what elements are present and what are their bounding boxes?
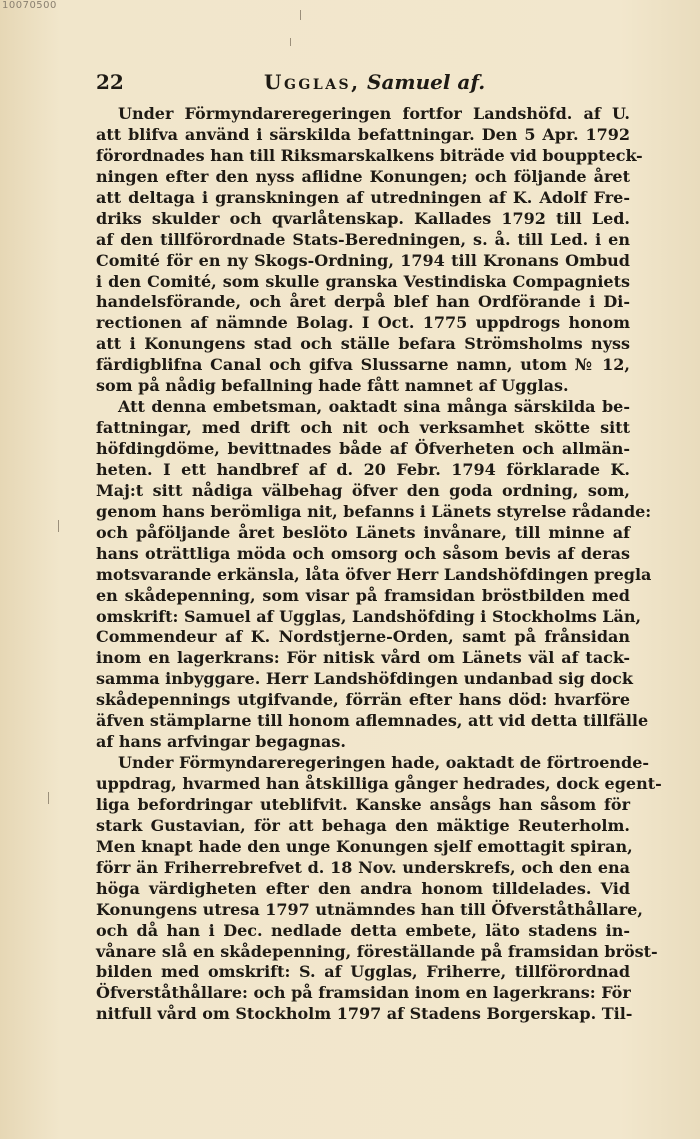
- scan-stamp: 10070500: [2, 0, 57, 11]
- text-line: uppdrag, hvarmed han åtskilliga gånger hedrades, dock egent-: [96, 774, 662, 793]
- text-line: handelsförande, och året derpå blef han Ordförande i Di-: [96, 292, 630, 312]
- text-line: rectionen af nämnde Bolag. I Oct. 1775 uppdrogs honom: [96, 313, 630, 333]
- text-line: heten. I ett handbref af d. 20 Febr. 1794 förklarade K.: [96, 459, 630, 479]
- text-line: hans oträttliga möda och omsorg och såsom bevis af deras: [96, 543, 630, 563]
- text-line: bilden med omskrift: S. af Ugglas, Friherre, tillförordnad: [96, 962, 630, 982]
- text-line: Maj:t sitt nådiga välbehag öfver den goda ordning, som,: [96, 480, 630, 500]
- text-line: af hans arfvingar begagnas.: [96, 732, 346, 752]
- body-text: [96, 104, 662, 1025]
- page-speck: [300, 10, 301, 20]
- text-line: genom hans berömliga nit, befanns i Länets styrelse rådande:: [96, 501, 652, 521]
- text-line: nitfull vård om Stockholm 1797 af Stadens Borgerskap. Til-: [96, 1004, 633, 1024]
- text-line: inom en lagerkrans: För nitisk vård om Länets väl af tack-: [96, 648, 630, 668]
- text-line: förordnades han till Riksmarskalkens biträde vid bouppteck-: [96, 145, 643, 165]
- text-line: ningen efter den nyss aflidne Konungen; och följande året: [96, 166, 630, 186]
- running-head: [96, 70, 626, 92]
- text-line: att deltaga i granskningen af utredningen af K. Adolf Fre-: [96, 187, 630, 207]
- text-line: Konungens utresa 1797 utnämndes han till Öfverståthållare,: [96, 899, 643, 919]
- text-line: skådepennings utgifvande, förrän efter hans död: hvarföre: [96, 690, 630, 710]
- text-line: att blifva använd i särskilda befattningar. Den 5 Apr. 1792: [96, 124, 630, 144]
- running-head-title: [264, 70, 485, 94]
- text-line: af den tillförordnade Stats-Beredningen, s. å. till Led. i en: [96, 229, 630, 249]
- text-line: Att denna embetsman, oaktadt sina många särskilda be-: [118, 397, 630, 417]
- page-speck: [290, 38, 291, 46]
- text-line: och påföljande året beslöto Länets invånare, till minne af: [96, 522, 630, 542]
- text-line: och då han i Dec. nedlade detta embete, läto stadens in-: [96, 920, 630, 940]
- text-line: stark Gustavian, för att behaga den mäktige Reuterholm.: [96, 815, 630, 835]
- text-line: Commendeur af K. Nordstjerne-Orden, samt på frånsidan: [96, 627, 630, 647]
- text-line: fattningar, med drift och nit och verksamhet skötte sitt: [96, 418, 630, 438]
- text-line: att i Konungens stad och ställe befara Strömsholms nyss: [96, 334, 630, 354]
- text-line: höfdingdöme, bevittnades både af Öfverheten och allmän-: [96, 439, 630, 458]
- text-line: Under Förmyndareregeringen fortfor Landshöfd. af U.: [118, 104, 630, 123]
- running-head-surname: Ugglas,: [264, 70, 361, 94]
- text-line: höga värdigheten efter den andra honom tilldelades. Vid: [96, 878, 630, 898]
- text-line: Öfverståthållare: och på framsidan inom en lagerkrans: För: [96, 983, 631, 1003]
- text-line: färdigblifna Canal och gifva Slussarne namn, utom № 12,: [96, 355, 630, 375]
- text-line: liga befordringar uteblifvit. Kanske ansågs han såsom för: [96, 794, 630, 814]
- running-head-given-name: Samuel af.: [367, 70, 486, 94]
- text-line: Under Förmyndareregeringen hade, oaktadt de förtroende-: [118, 753, 650, 773]
- text-line: omskrift: Samuel af Ugglas, Landshöfding i Stockholms Län,: [96, 606, 642, 626]
- text-line: i den Comité, som skulle granska Vestindiska Compagniets: [96, 271, 630, 291]
- page-number: 22: [96, 70, 124, 94]
- text-line: som på nådig befallning hade fått namnet af Ugglas.: [96, 376, 569, 396]
- page-speck: [48, 792, 49, 804]
- page-speck: [58, 520, 59, 532]
- text-line: vånare slå en skådepenning, föreställande på framsidan bröst-: [96, 941, 658, 961]
- text-line: motsvarande erkänsla, låta öfver Herr Landshöfdingen pregla: [96, 564, 652, 584]
- text-line: en skådepenning, som visar på framsidan bröstbilden med: [96, 585, 630, 605]
- text-line: förr än Friherrebrefvet d. 18 Nov. underskrefs, och den ena: [96, 857, 630, 877]
- text-line: äfven stämplarne till honom aflemnades, att vid detta tillfälle: [96, 711, 649, 731]
- text-line: driks skulder och qvarlåtenskap. Kallades 1792 till Led.: [96, 208, 630, 228]
- text-line: Men knapt hade den unge Konungen sjelf emottagit spiran,: [96, 836, 633, 856]
- text-line: samma inbyggare. Herr Landshöfdingen undanbad sig dock: [96, 669, 633, 689]
- text-line: Comité för en ny Skogs-Ordning, 1794 till Kronans Ombud: [96, 250, 630, 270]
